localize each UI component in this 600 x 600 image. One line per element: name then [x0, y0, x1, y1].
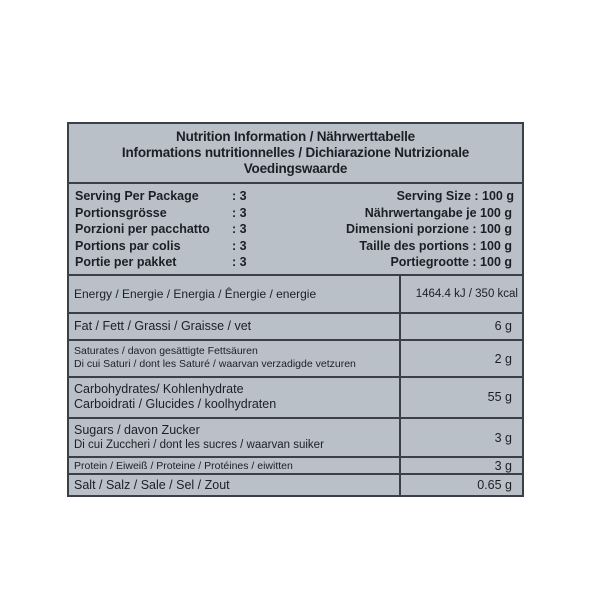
nutrient-value: 3 g: [494, 459, 512, 473]
nutrient-value: 55 g: [487, 390, 512, 404]
nutrient-label: Energy / Energie / Energia / Ênergie / energie: [74, 287, 317, 301]
nutrient-value: 0.65 g: [477, 478, 512, 492]
serving-label: Portie per pakket: [75, 255, 177, 269]
title-line-3: Voedingswaarde: [243, 161, 348, 176]
nutrient-value-cell: [399, 341, 522, 376]
nutrient-value-cell: [399, 314, 522, 339]
nutrient-value: 6 g: [494, 319, 512, 333]
serving-size: Nährwertangabe je 100 g: [364, 205, 512, 220]
nutrient-value-cell: [399, 378, 522, 417]
nutrient-value-cell: [399, 458, 522, 473]
nutrient-row-protein: [69, 458, 522, 475]
serving-count: : 3: [232, 205, 247, 220]
serving-label: Serving Per Package: [75, 189, 199, 203]
nutrient-label-line-1: Sugars / davon Zucker: [74, 423, 200, 437]
nutrient-label-line-2: Carboidrati / Glucides / koolhydraten: [74, 397, 277, 411]
serving-row: [69, 205, 522, 222]
nutrient-row-fat: [69, 314, 522, 341]
nutrient-value-cell: [399, 419, 522, 456]
nutrient-label: Salt / Salz / Sale / Sel / Zout: [74, 478, 230, 492]
serving-count: : 3: [232, 238, 247, 253]
nutrient-value: 3 g: [494, 431, 512, 445]
serving-count: : 3: [232, 189, 247, 203]
serving-info-block: [69, 184, 522, 276]
serving-size: Serving Size : 100 g: [396, 189, 514, 203]
label-title-block: [69, 124, 522, 184]
serving-count: : 3: [232, 255, 247, 269]
serving-row: [69, 221, 522, 238]
nutrient-row-sugars: [69, 419, 522, 458]
nutrient-row-saturates: [69, 341, 522, 378]
nutrient-label-line-2: Di cui Saturi / dont les Saturé / waarvan verzadigde vetzuren: [74, 358, 356, 370]
nutrient-value-cell: [399, 475, 522, 497]
nutrition-label: [67, 122, 524, 497]
serving-label: Porzioni per pacchatto: [75, 222, 210, 236]
nutrient-label-line-1: Carbohydrates/ Kohlenhydrate: [74, 382, 244, 396]
title-line-1: Nutrition Information / Nährwerttabelle: [176, 129, 415, 144]
nutrient-row-energy: [69, 276, 522, 314]
nutrient-value-cell: [399, 276, 522, 312]
serving-row: [69, 188, 522, 205]
serving-row: [69, 238, 522, 255]
nutrient-label: Protein / Eiweiß / Proteine / Protéines / eiwitten: [74, 460, 293, 472]
serving-row: [69, 254, 522, 271]
serving-size: Portiegrootte : 100 g: [390, 255, 512, 269]
serving-label: Portionsgrösse: [75, 205, 167, 220]
title-line-2: Informations nutritionnelles / Dichiarazione Nutrizionale: [121, 145, 470, 160]
nutrient-value: 2 g: [494, 352, 512, 366]
serving-size: Taille des portions : 100 g: [359, 238, 512, 253]
serving-size: Dimensioni porzione : 100 g: [346, 222, 512, 236]
nutrient-label-line-1: Saturates / davon gesättigte Fettsäuren: [74, 345, 258, 357]
nutrient-value: 1464.4 kJ / 350 kcal: [415, 288, 518, 300]
nutrient-label-line-2: Di cui Zuccheri / dont les sucres / waarvan suiker: [74, 439, 324, 451]
serving-label: Portions par colis: [75, 238, 181, 253]
serving-count: : 3: [232, 222, 247, 236]
nutrient-row-salt: [69, 475, 522, 497]
nutrient-row-carbohydrates: [69, 378, 522, 419]
nutrient-label: Fat / Fett / Grassi / Graisse / vet: [74, 319, 252, 333]
